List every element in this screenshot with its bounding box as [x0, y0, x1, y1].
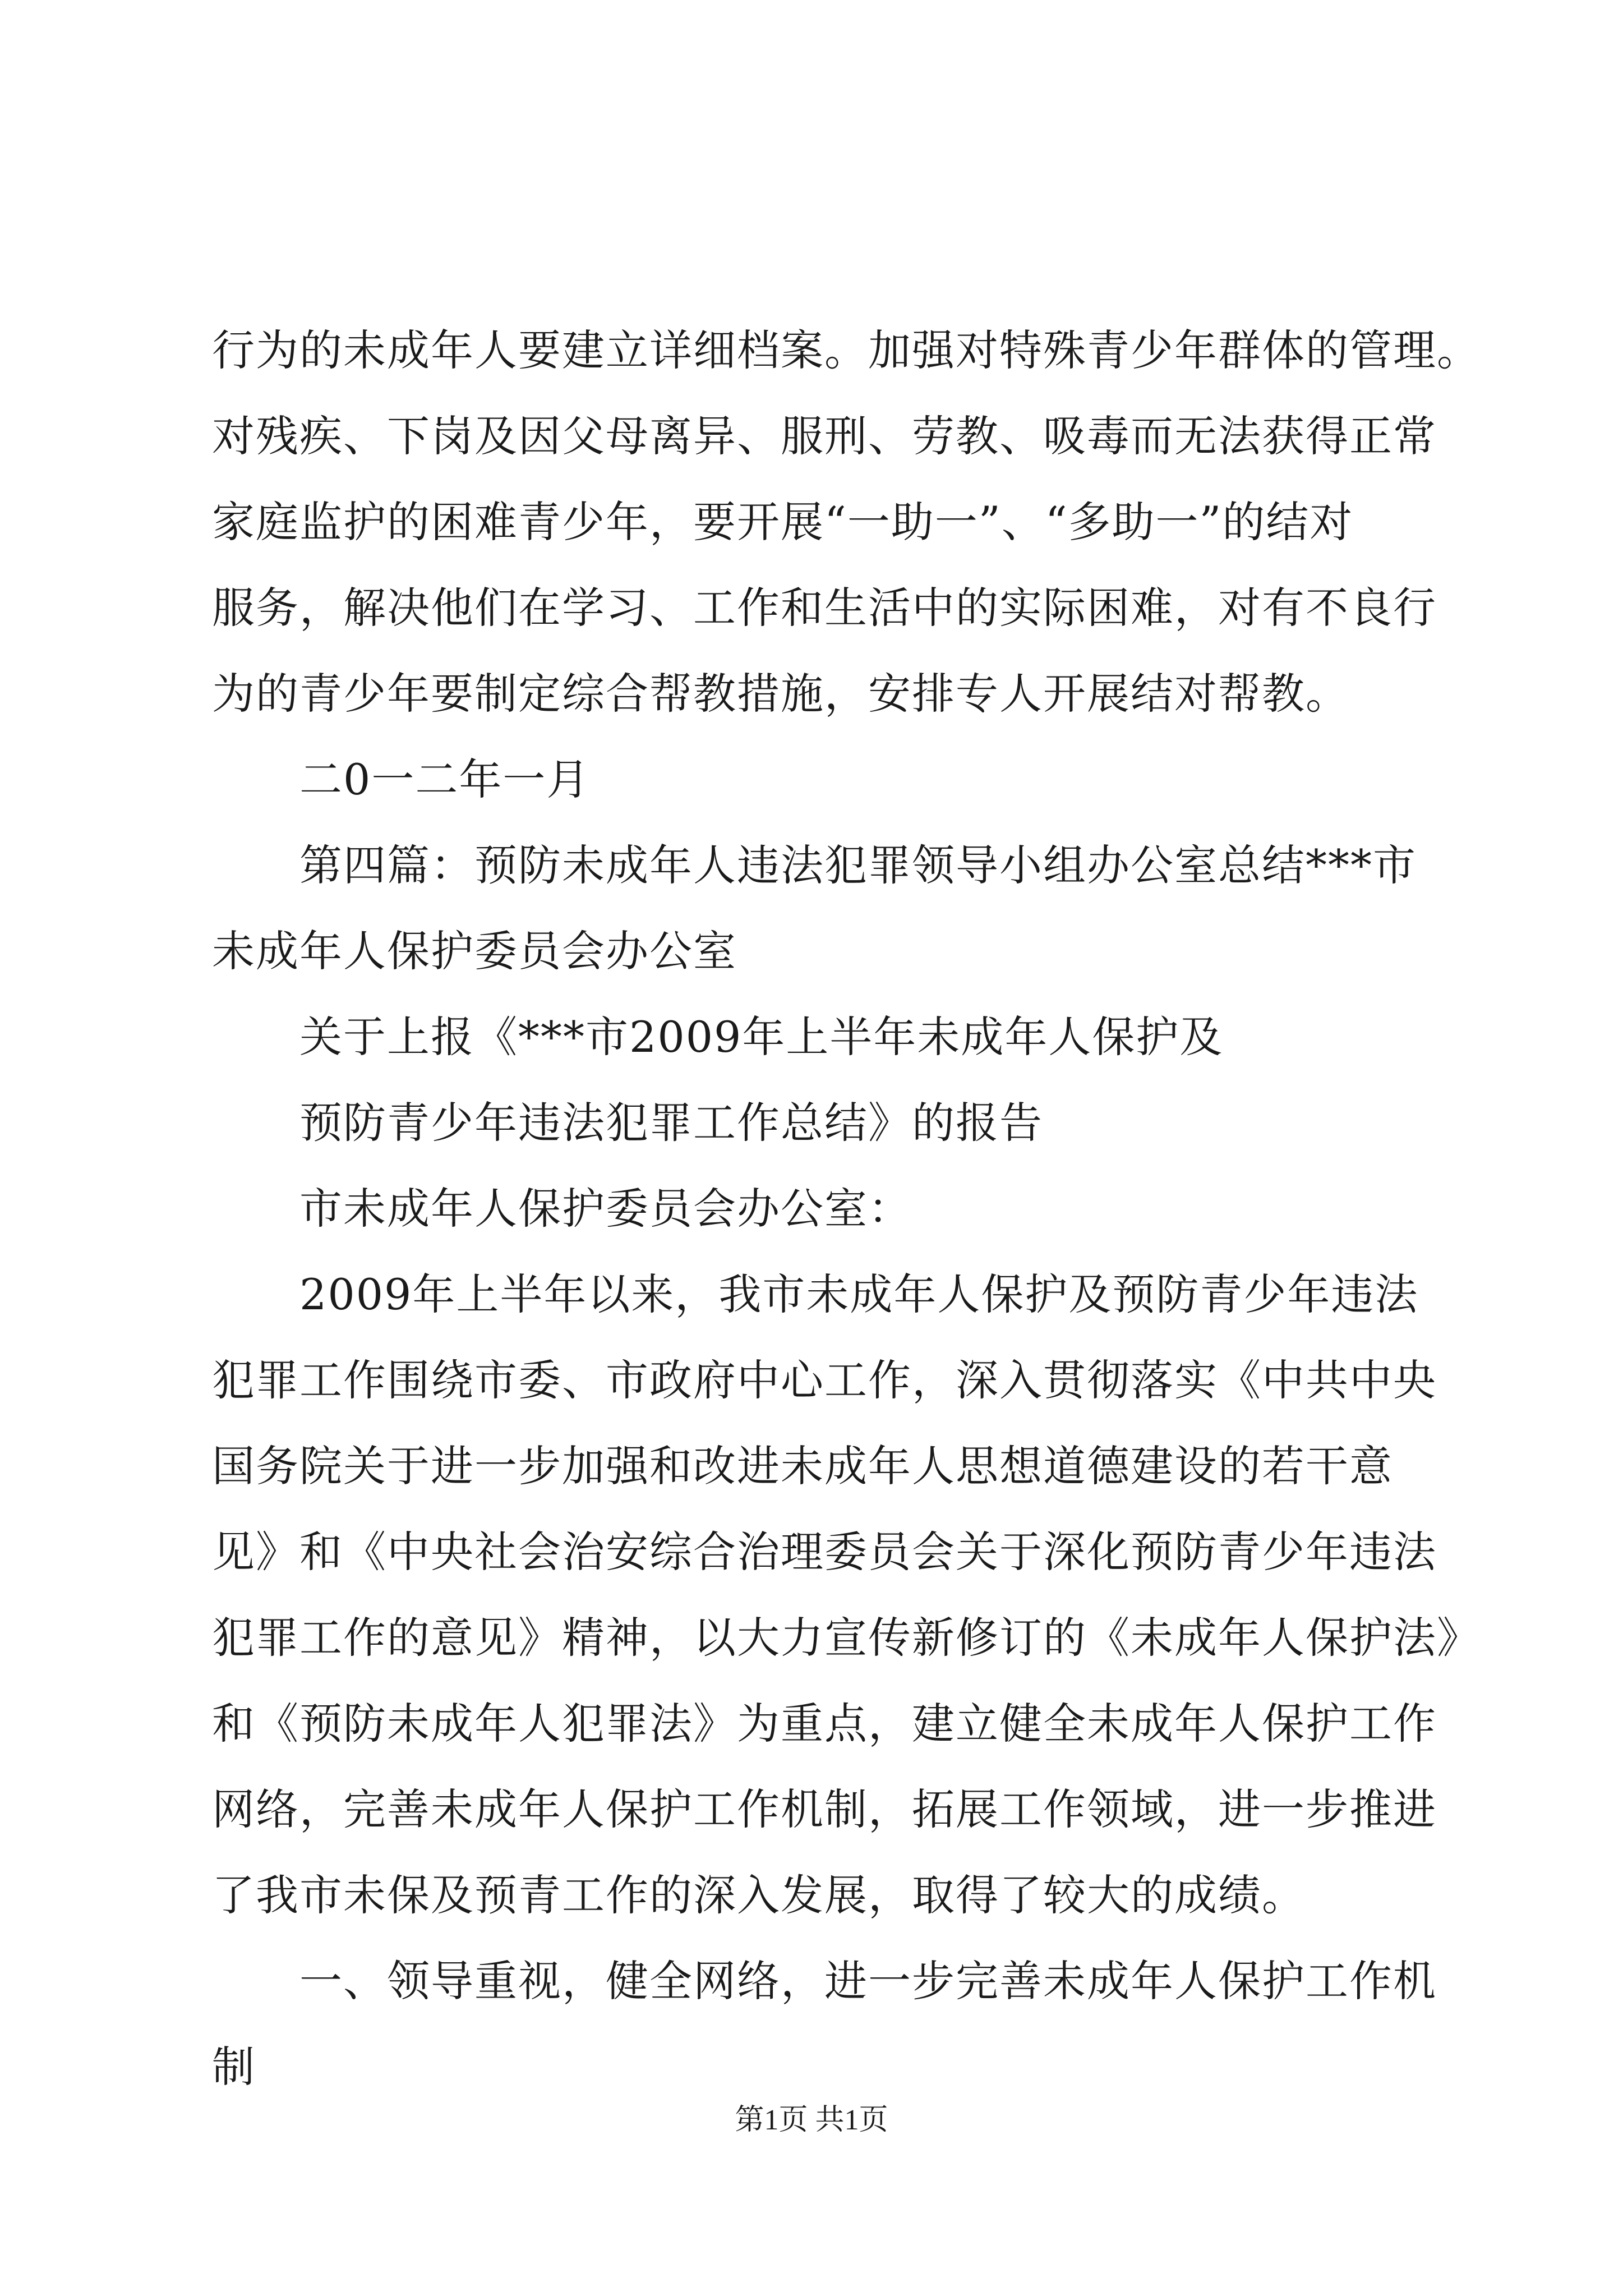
text-line: 对残疾、下岗及因父母离异、服刑、劳教、吸毒而无法获得正常 [212, 411, 1437, 461]
text-line: 未成年人保护委员会办公室 [212, 926, 737, 976]
text-line: 关于上报《***市2009年上半年未成年人保护及 [299, 1012, 1224, 1062]
text-line: 国务院关于进一步加强和改进未成年人思想道德建设的若干意 [212, 1441, 1393, 1491]
text-line: 服务，解决他们在学习、工作和生活中的实际困难，对有不良行 [212, 583, 1437, 633]
text-line: 一、领导重视，健全网络，进一步完善未成年人保护工作机 [299, 1956, 1437, 2006]
text-line: 了我市未保及预青工作的深入发展，取得了较大的成绩。 [212, 1870, 1306, 1920]
text-line: 和《预防未成年人犯罪法》为重点，建立健全未成年人保护工作 [212, 1699, 1437, 1749]
text-line: 2009年上半年以来，我市未成年人保护及预防青少年违法 [299, 1269, 1419, 1319]
text-line: 市未成年人保护委员会办公室： [299, 1184, 912, 1234]
text-line: 二0一二年一月 [299, 754, 591, 804]
text-line: 制 [212, 2042, 256, 2092]
page-footer: 第1页 共1页 [735, 2104, 888, 2136]
text-line: 网络，完善未成年人保护工作机制，拓展工作领域，进一步推进 [212, 1784, 1437, 1834]
text-line: 为的青少年要制定综合帮教措施，安排专人开展结对帮教。 [212, 669, 1349, 719]
text-line: 第四篇：预防未成年人违法犯罪领导小组办公室总结***市 [299, 840, 1417, 890]
text-line: 行为的未成年人要建立详细档案。加强对特殊青少年群体的管理。 [212, 325, 1481, 375]
text-line: 犯罪工作的意见》精神，以大力宣传新修订的《未成年人保护法》 [212, 1613, 1481, 1663]
text-line: 家庭监护的困难青少年，要开展“一助一”、“多助一”的结对 [212, 497, 1354, 547]
document-body [212, 307, 1481, 2110]
text-line: 预防青少年违法犯罪工作总结》的报告 [299, 1098, 1043, 1148]
text-line: 见》和《中央社会治安综合治理委员会关于深化预防青少年违法 [212, 1527, 1437, 1577]
text-line: 犯罪工作围绕市委、市政府中心工作，深入贯彻落实《中共中央 [212, 1355, 1437, 1405]
